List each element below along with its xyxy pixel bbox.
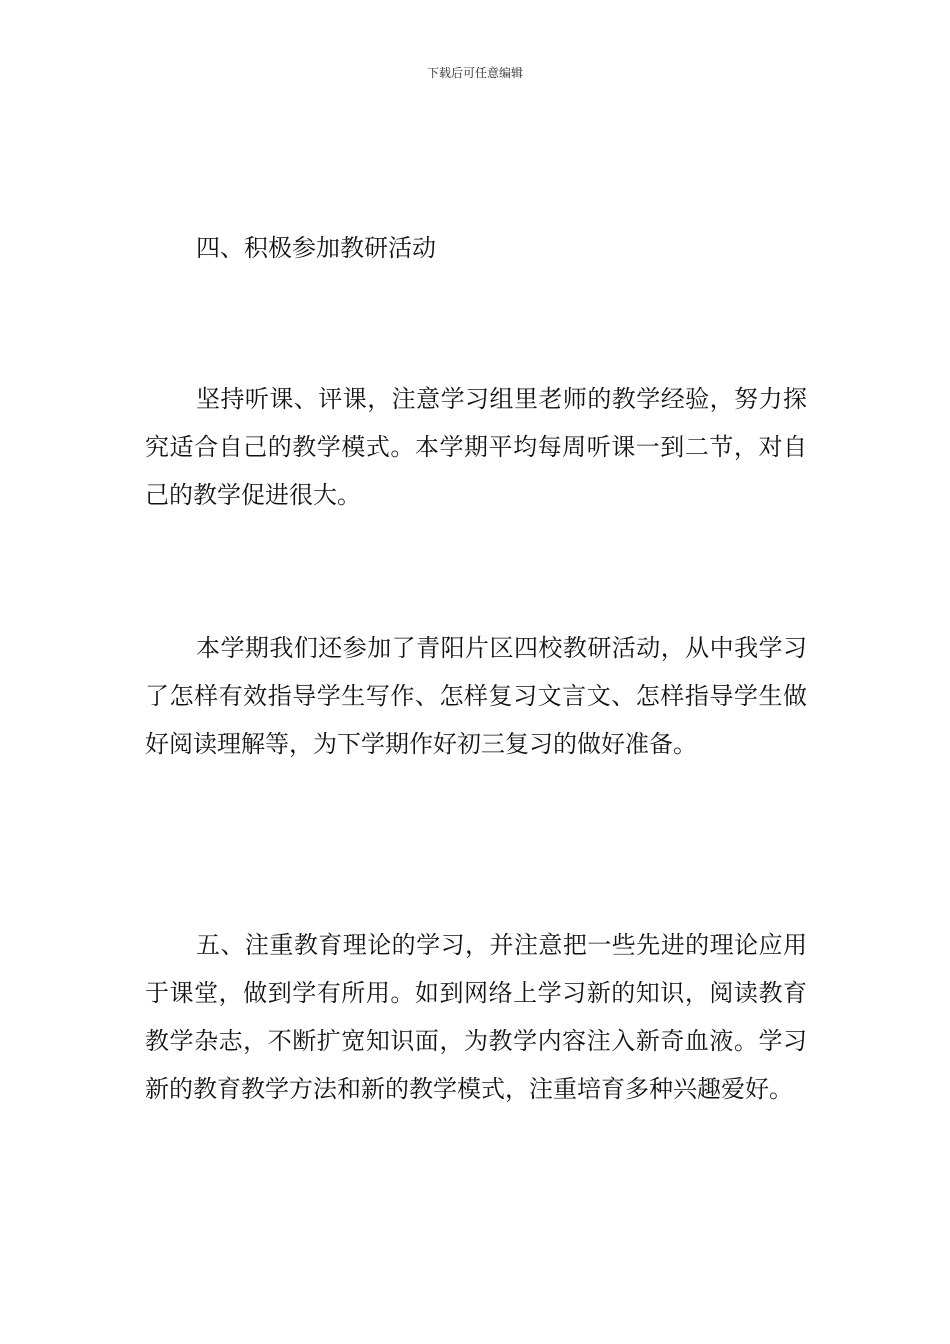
paragraph-theory-study: 五、注重教育理论的学习，并注意把一些先进的理论应用于课堂，做到学有所用。如到网络上学习新的知识，阅读教育教学杂志，不断扩宽知识面，为教学内容注入新奇血液。学习新的教育教学方法和新的教学模式，注重培育多种兴趣爱好。	[145, 931, 807, 1103]
paragraph-research-activity: 本学期我们还参加了青阳片区四校教研活动，从中我学习了怎样有效指导学生写作、怎样复习文言文、怎样指导学生做好阅读理解等，为下学期作好初三复习的做好准备。	[145, 634, 807, 758]
section-heading: 四、积极参加教研活动	[196, 234, 436, 262]
paragraph-lesson-observation: 坚持听课、评课，注意学习组里老师的教学经验，努力探究适合自己的教学模式。本学期平均每周听课一到二节，对自己的教学促进很大。	[145, 385, 807, 509]
page-header: 下载后可任意编辑	[426, 66, 523, 80]
